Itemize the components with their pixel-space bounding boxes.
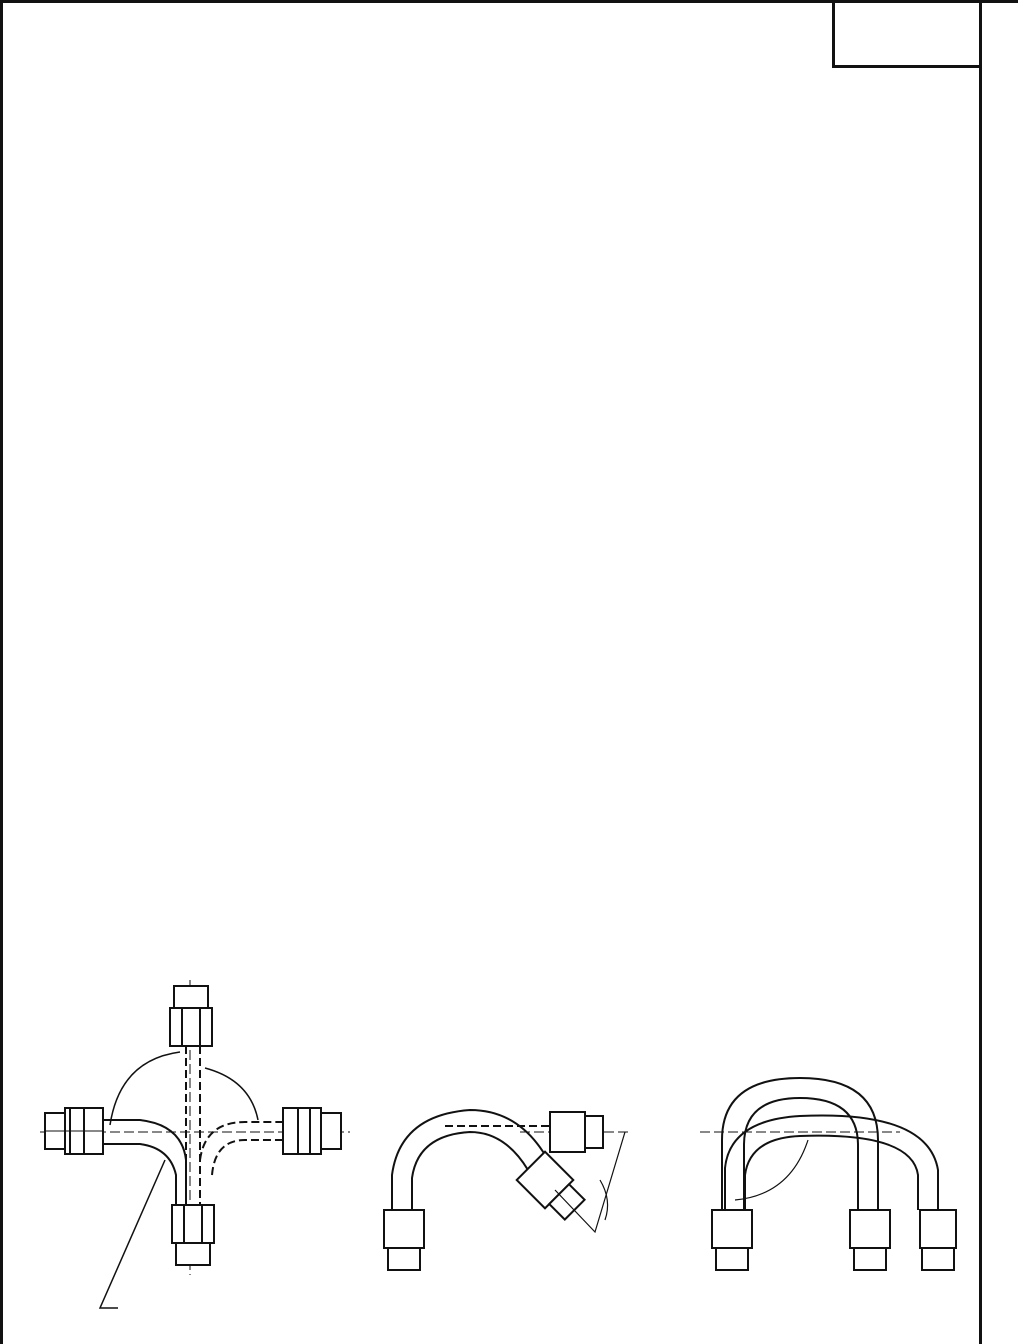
- left-fitting-icon: [45, 1108, 103, 1154]
- middle-assembly: [384, 1110, 630, 1270]
- bottom-fitting-icon: [172, 1205, 214, 1265]
- angle-arc-90: [110, 1052, 180, 1125]
- angle-arc-180: [205, 1068, 258, 1120]
- hose-left-bend-inner: [103, 1144, 176, 1205]
- right-assembly: [700, 1078, 956, 1270]
- hose-right-bend-2: [212, 1140, 283, 1175]
- right-fitting-icon: [283, 1108, 341, 1154]
- top-fitting-icon: [170, 986, 212, 1046]
- note-leader-line: [100, 1160, 165, 1308]
- hose-left-bend: [103, 1120, 186, 1205]
